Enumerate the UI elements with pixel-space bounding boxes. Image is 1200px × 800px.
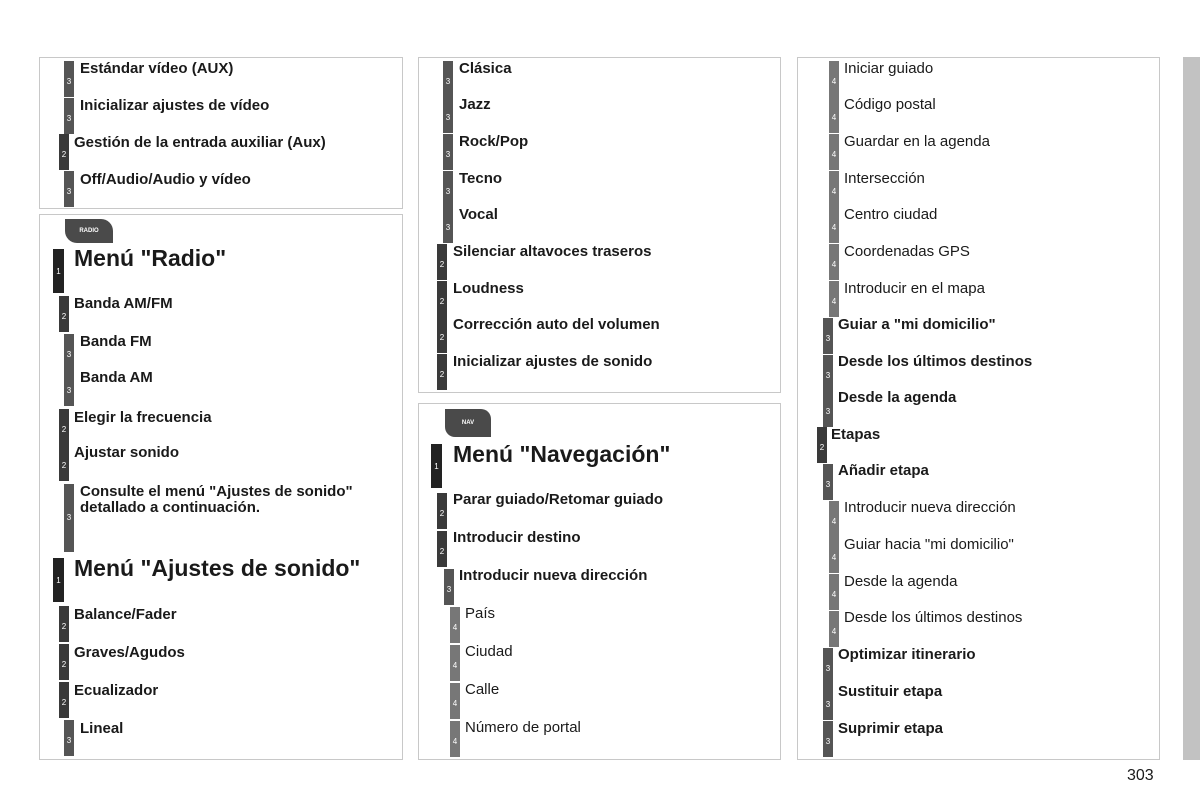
level-marker: 3 <box>444 569 454 605</box>
level-marker: 3 <box>443 61 453 97</box>
level-marker: 1 <box>53 558 64 602</box>
level-marker: 3 <box>64 370 74 406</box>
level-marker: 4 <box>829 97 839 133</box>
level-marker: 4 <box>450 721 460 757</box>
page-number: 303 <box>1127 767 1154 784</box>
level-marker: 4 <box>829 501 839 537</box>
level-marker: 2 <box>437 281 447 317</box>
page-edge-tab <box>1183 57 1200 760</box>
level-marker: 3 <box>443 207 453 243</box>
level-marker: 3 <box>823 464 833 500</box>
level-marker: 3 <box>823 391 833 427</box>
level-marker: 4 <box>829 171 839 207</box>
level-marker: 2 <box>437 354 447 390</box>
level-marker: 4 <box>829 611 839 647</box>
level-marker: 4 <box>829 61 839 97</box>
level-marker: 2 <box>59 296 69 332</box>
nav-badge-icon: NAV <box>445 409 491 437</box>
level-marker: 2 <box>59 445 69 481</box>
level-marker: 3 <box>443 134 453 170</box>
level-marker: 4 <box>829 281 839 317</box>
level-marker: 3 <box>64 171 74 207</box>
level-marker: 3 <box>443 171 453 207</box>
level-marker: 3 <box>443 97 453 133</box>
level-marker: 1 <box>431 444 442 488</box>
level-marker: 3 <box>823 318 833 354</box>
level-marker: 2 <box>59 134 69 170</box>
level-marker: 3 <box>823 648 833 684</box>
level-marker: 2 <box>437 531 447 567</box>
level-marker: 4 <box>829 244 839 280</box>
level-marker: 1 <box>53 249 64 293</box>
level-marker: 2 <box>437 244 447 280</box>
level-marker: 3 <box>823 355 833 391</box>
level-marker: 2 <box>59 682 69 718</box>
level-marker: 2 <box>817 427 827 463</box>
level-marker: 3 <box>823 684 833 720</box>
level-marker: 2 <box>437 317 447 353</box>
level-marker: 3 <box>64 720 74 756</box>
level-marker: 4 <box>829 574 839 610</box>
level-marker: 4 <box>829 537 839 573</box>
level-marker: 2 <box>59 644 69 680</box>
level-marker: 2 <box>437 493 447 529</box>
level-marker: 4 <box>829 134 839 170</box>
level-marker: 3 <box>64 334 74 370</box>
level-marker: 3 <box>64 61 74 97</box>
level-marker: 2 <box>59 409 69 445</box>
level-marker: 3 <box>64 484 74 552</box>
level-marker: 2 <box>59 606 69 642</box>
level-marker: 4 <box>450 645 460 681</box>
level-marker: 3 <box>823 721 833 757</box>
level-marker: 4 <box>450 683 460 719</box>
level-marker: 4 <box>450 607 460 643</box>
radio-badge-icon: RADIO <box>65 219 113 243</box>
level-marker: 4 <box>829 207 839 243</box>
level-marker: 3 <box>64 98 74 134</box>
